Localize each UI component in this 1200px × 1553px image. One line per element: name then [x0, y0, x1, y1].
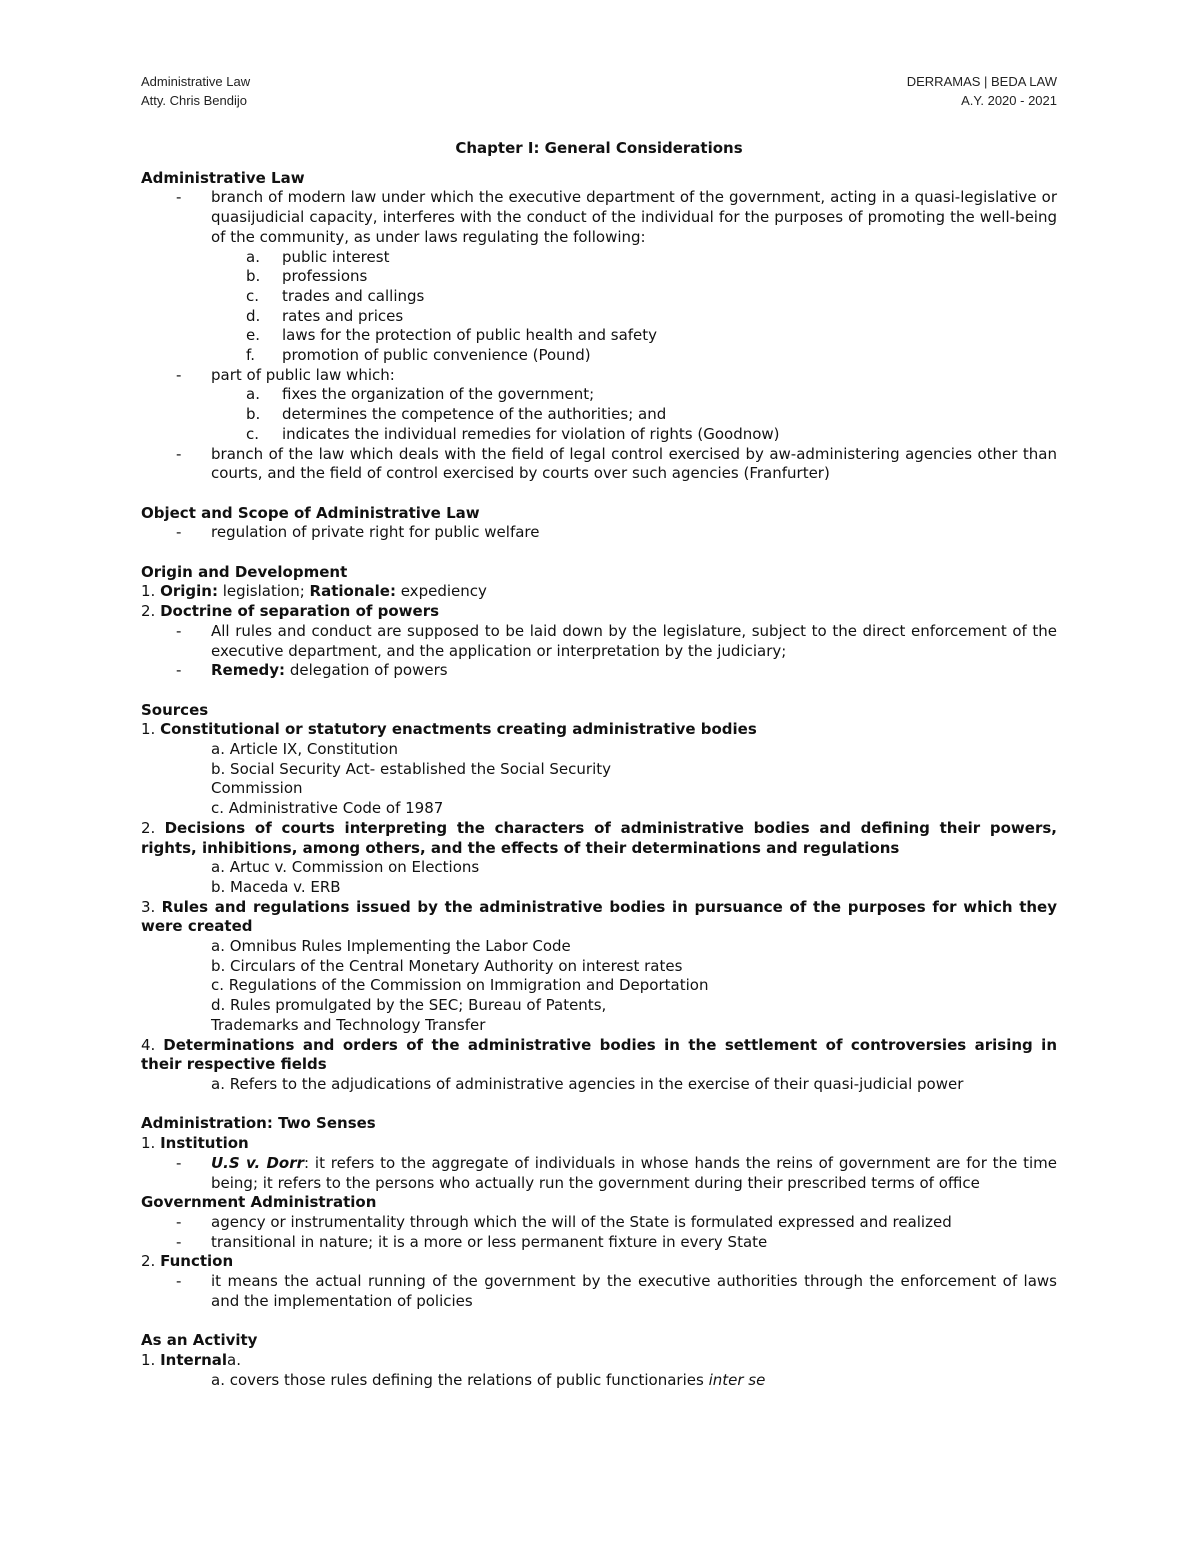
numbered-item [141, 602, 1057, 622]
list-item [141, 425, 1057, 445]
remedy-label: Remedy: [211, 661, 286, 680]
numbered-item [141, 720, 1057, 740]
rationale-label: Rationale: [309, 582, 396, 601]
sub-item: c. Regulations of the Commission on Immigration and Deportation [211, 976, 709, 995]
numbered-item [141, 1134, 1057, 1154]
list-item [141, 405, 1057, 425]
case-text: : it refers to the aggregate of individuals in whose hands the reins of government are for the time being; it refers to the persons who actually run the government during their prescribed terms of office [211, 1153, 1058, 1192]
section-heading-origin: Origin and Development [141, 562, 348, 581]
spacer [141, 1095, 1057, 1115]
section-heading-object-scope: Object and Scope of Administrative Law [141, 503, 480, 522]
item-number: 3. [141, 897, 162, 916]
spacer [141, 1311, 1057, 1331]
item-title: Internal [160, 1350, 228, 1369]
sub-item: a. Omnibus Rules Implementing the Labor Code [211, 937, 571, 956]
bullet-marker: - [176, 621, 182, 640]
item-number: 2. [141, 818, 165, 837]
header-left [141, 72, 250, 110]
list-text: fixes the organization of the government; [282, 385, 595, 404]
lettered-list [141, 248, 1057, 366]
item-title: Rules and regulations issued by the administrative bodies in pursuance of the purposes for which they were created [141, 897, 1057, 936]
item-number: 1. [141, 582, 161, 601]
list-marker: a. [246, 247, 260, 266]
list-text: promotion of public convenience (Pound) [282, 346, 591, 365]
bullet-text [211, 1154, 1057, 1193]
list-item [141, 267, 1057, 287]
bullet-text: part of public law which: [211, 365, 395, 384]
academic-year: A.Y. 2020 - 2021 [961, 93, 1057, 108]
list-text: public interest [282, 247, 390, 266]
item-title: Determinations and orders of the administrative bodies in the settlement of controversies arising in their respective fields [141, 1035, 1057, 1074]
bullet-marker: - [176, 1232, 182, 1251]
spacer [141, 681, 1057, 701]
bullet-text: branch of modern law under which the executive department of the government, acting in a quasi-legislative or quasijudicial capacity, interferes with the conduct of the individual for the purposes of promoting the well-being of the community, as under laws regulating the following: [211, 188, 1057, 246]
bullet-marker: - [176, 1153, 182, 1172]
sub-item: a. Article IX, Constitution [211, 740, 398, 759]
list-text: determines the competence of the authorities; and [282, 405, 667, 424]
list-marker: c. [246, 424, 260, 443]
numbered-item [141, 1036, 1057, 1075]
bullet-marker: - [176, 1212, 182, 1231]
bullet-item [141, 1272, 1057, 1311]
spacer [141, 484, 1057, 504]
item-suffix: a. [227, 1350, 242, 1369]
item-title: Institution [160, 1134, 249, 1153]
sub-item-italic: inter se [708, 1370, 766, 1389]
item-title: Decisions of courts interpreting the characters of administrative bodies and defining their powers, rights, inhibitions, among others, and the effects of their determinations and regulations [141, 818, 1057, 857]
item-number: 2. [141, 1252, 161, 1271]
lettered-list [141, 385, 1057, 444]
remedy-text: delegation of powers [285, 661, 448, 680]
list-item [141, 307, 1057, 327]
subheading-government-administration: Government Administration [141, 1193, 377, 1212]
section-heading-administrative-law: Administrative Law [141, 168, 305, 187]
list-text: trades and callings [282, 286, 425, 305]
bullet-item [141, 1213, 1057, 1233]
origin-label: Origin: [160, 582, 218, 601]
doctrine-title: Doctrine of separation of powers [160, 602, 440, 621]
list-item [141, 248, 1057, 268]
list-item [141, 326, 1057, 346]
sub-item: a. Refers to the adjudications of administrative agencies in the exercise of their quasi-judicial power [211, 1075, 964, 1093]
list-marker: d. [246, 306, 261, 325]
sub-item: Trademarks and Technology Transfer [211, 1015, 486, 1034]
sub-item: a. Artuc v. Commission on Elections [211, 858, 480, 877]
item-number: 1. [141, 720, 161, 739]
list-marker: b. [246, 267, 261, 286]
origin-text: legislation; [217, 582, 310, 601]
bullet-text: transitional in nature; it is a more or less permanent fixture in every State [211, 1232, 768, 1251]
bullet-item [141, 1233, 1057, 1253]
document-body [141, 139, 1057, 1390]
bullet-marker: - [176, 365, 182, 384]
item-number: 1. [141, 1134, 161, 1153]
list-text: laws for the protection of public health and safety [282, 326, 658, 345]
list-text: rates and prices [282, 306, 404, 325]
list-marker: a. [246, 385, 260, 404]
bullet-text [211, 661, 1057, 681]
bullet-item [141, 523, 1057, 543]
bullet-text: All rules and conduct are supposed to be laid down by the legislature, subject to the direct enforcement of the executive department, and the application or interpretation by the judiciary; [211, 621, 1057, 660]
numbered-item [141, 582, 1057, 602]
bullet-item [141, 661, 1057, 681]
section-heading-administration: Administration: Two Senses [141, 1114, 376, 1133]
bullet-marker: - [176, 188, 182, 207]
sub-item: d. Rules promulgated by the SEC; Bureau of Patents, [211, 996, 607, 1015]
bullet-item [141, 445, 1057, 484]
list-marker: c. [246, 286, 260, 305]
sub-item: c. Administrative Code of 1987 [211, 799, 444, 818]
item-number: 1. [141, 1350, 161, 1369]
bullet-item [141, 1154, 1057, 1193]
numbered-item [141, 1252, 1057, 1272]
list-item [141, 287, 1057, 307]
item-number: 4. [141, 1035, 164, 1054]
case-citation: U.S v. Dorr [211, 1153, 305, 1172]
sub-item: Commission [211, 779, 303, 798]
bullet-marker: - [176, 523, 182, 542]
bullet-item [141, 366, 1057, 386]
bullet-text: it means the actual running of the government by the executive authorities through the enforcement of laws and the implementation of policies [211, 1272, 1057, 1310]
sub-item: b. Social Security Act- established the Social Security [211, 759, 612, 778]
instructor-name: Atty. Chris Bendijo [141, 93, 247, 108]
rationale-text: expediency [395, 582, 487, 601]
sub-item-text: a. covers those rules defining the relations of public functionaries [211, 1370, 709, 1389]
item-title: Constitutional or statutory enactments creating administrative bodies [160, 720, 757, 739]
section-heading-activity: As an Activity [141, 1331, 258, 1350]
course-title: Administrative Law [141, 74, 251, 89]
list-text: indicates the individual remedies for violation of rights (Goodnow) [282, 424, 780, 443]
bullet-marker: - [176, 661, 182, 680]
bullet-text: regulation of private right for public welfare [211, 523, 540, 542]
list-item [141, 346, 1057, 366]
bullet-item [141, 188, 1057, 247]
item-number: 2. [141, 602, 161, 621]
list-marker: e. [246, 326, 260, 345]
bullet-text: branch of the law which deals with the field of legal control exercised by aw-administering agencies other than courts, and the field of control exercised by courts over such agencies (Franfurter) [211, 444, 1057, 483]
sub-item [141, 1371, 1057, 1391]
list-item [141, 385, 1057, 405]
item-title: Function [160, 1252, 234, 1271]
numbered-item [141, 1351, 1057, 1371]
list-marker: f. [246, 346, 255, 365]
author-school: DERRAMAS | BEDA LAW [906, 74, 1057, 89]
sub-item: b. Circulars of the Central Monetary Authority on interest rates [211, 956, 683, 975]
chapter-title: Chapter I: General Considerations [455, 139, 743, 157]
sub-item: b. Maceda v. ERB [211, 877, 341, 896]
spacer [141, 543, 1057, 563]
header-right [907, 72, 1057, 110]
section-heading-sources: Sources [141, 700, 209, 719]
bullet-marker: - [176, 444, 182, 463]
bullet-text: agency or instrumentality through which the will of the State is formulated expressed and realized [211, 1212, 952, 1231]
list-marker: b. [246, 405, 261, 424]
numbered-item [141, 819, 1057, 858]
numbered-item [141, 898, 1057, 937]
bullet-marker: - [176, 1272, 182, 1291]
bullet-item [141, 622, 1057, 661]
list-text: professions [282, 267, 368, 286]
